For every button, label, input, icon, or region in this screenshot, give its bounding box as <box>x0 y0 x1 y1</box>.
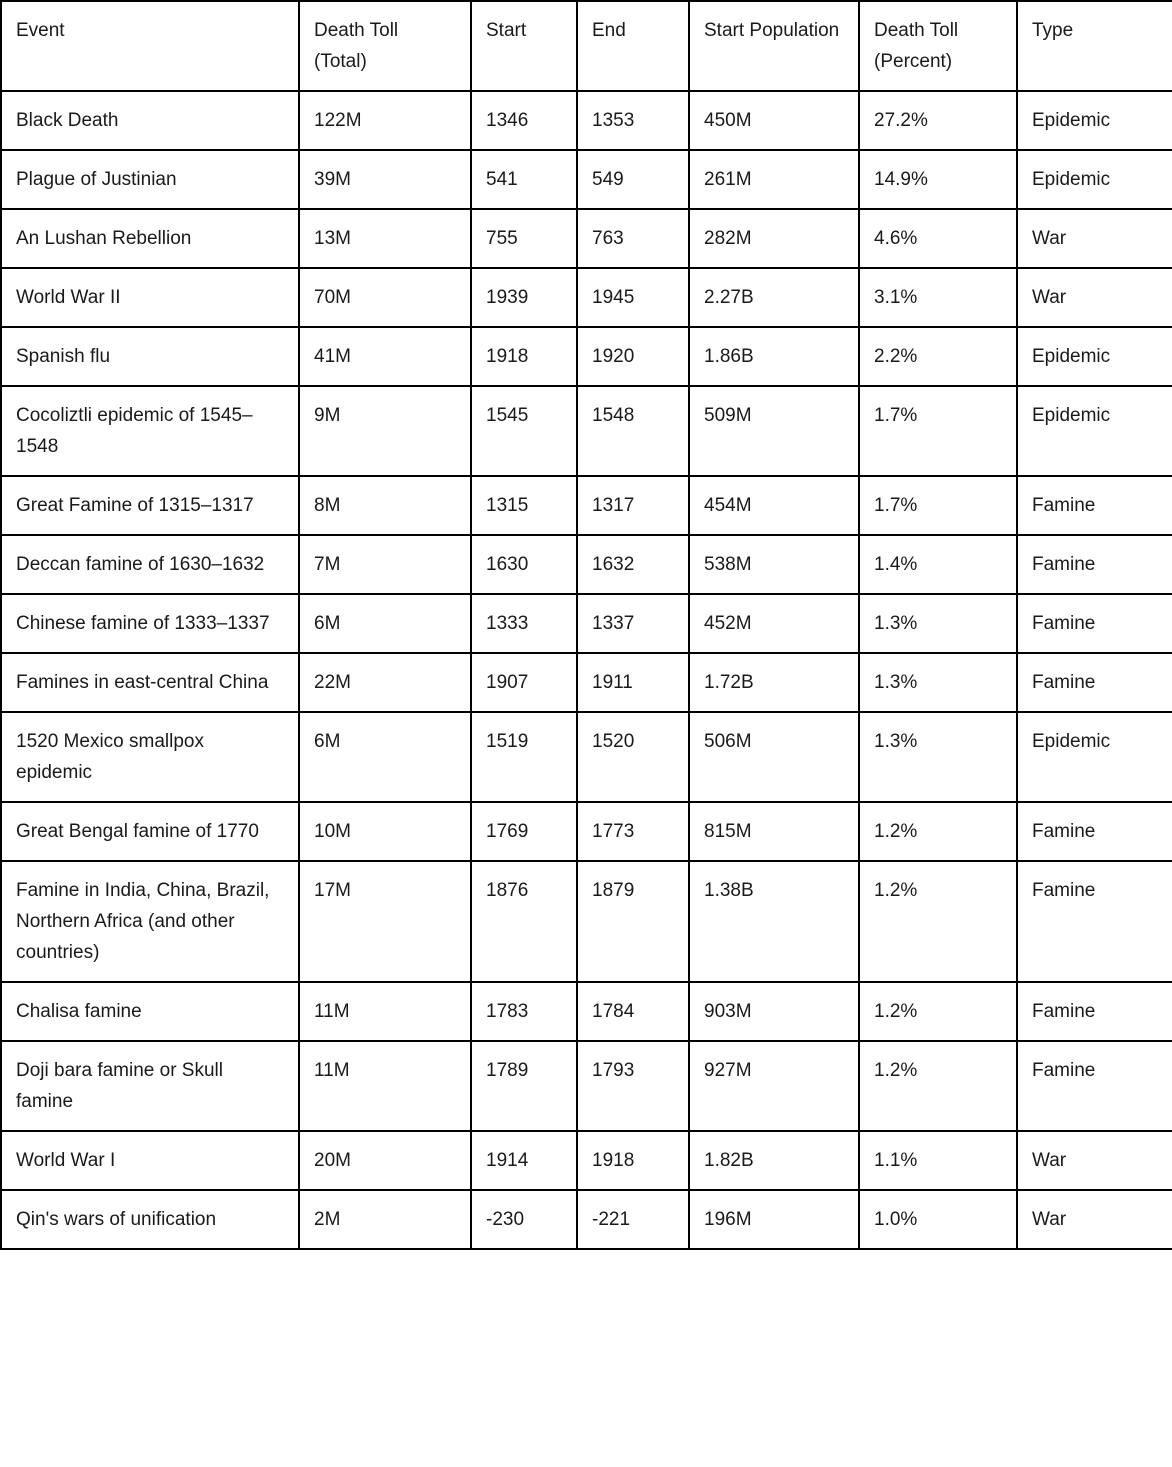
table-cell: 41M <box>299 327 471 386</box>
table-row <box>1 150 1172 209</box>
table-cell: 1.1% <box>859 1131 1017 1190</box>
table-cell: 1548 <box>577 386 689 476</box>
table-cell: 196M <box>689 1190 859 1249</box>
table-cell: 17M <box>299 861 471 982</box>
table-cell: 1353 <box>577 91 689 150</box>
table-row <box>1 209 1172 268</box>
table-cell: Epidemic <box>1017 712 1172 802</box>
table-cell: 20M <box>299 1131 471 1190</box>
table-cell: 1630 <box>471 535 577 594</box>
table-row <box>1 476 1172 535</box>
table-cell: 1876 <box>471 861 577 982</box>
column-header: Event <box>1 1 299 91</box>
column-header: End <box>577 1 689 91</box>
table-cell: War <box>1017 1190 1172 1249</box>
table-cell: Famine <box>1017 1041 1172 1131</box>
table-header <box>1 1 1172 91</box>
table-cell: 1769 <box>471 802 577 861</box>
column-header: Type <box>1017 1 1172 91</box>
table-cell: 1784 <box>577 982 689 1041</box>
table-cell: 1.4% <box>859 535 1017 594</box>
table-cell: 763 <box>577 209 689 268</box>
event-cell: Qin's wars of unification <box>1 1190 299 1249</box>
table-cell: 2.27B <box>689 268 859 327</box>
table-cell: 1773 <box>577 802 689 861</box>
table-cell: 1920 <box>577 327 689 386</box>
table-row <box>1 1131 1172 1190</box>
table-cell: 1945 <box>577 268 689 327</box>
event-cell: Doji bara famine or Skull famine <box>1 1041 299 1131</box>
column-header: Start <box>471 1 577 91</box>
table-cell: 1939 <box>471 268 577 327</box>
table-cell: 452M <box>689 594 859 653</box>
event-cell: Famines in east-central China <box>1 653 299 712</box>
table-cell: 1315 <box>471 476 577 535</box>
table-cell: 1.0% <box>859 1190 1017 1249</box>
table-cell: 1914 <box>471 1131 577 1190</box>
table-cell: 1.72B <box>689 653 859 712</box>
table-cell: 6M <box>299 712 471 802</box>
table-cell: 39M <box>299 150 471 209</box>
table-cell: Epidemic <box>1017 327 1172 386</box>
table-row <box>1 268 1172 327</box>
table-row <box>1 1190 1172 1249</box>
table-cell: 755 <box>471 209 577 268</box>
table-cell: 1.2% <box>859 982 1017 1041</box>
table-cell: 8M <box>299 476 471 535</box>
event-cell: Spanish flu <box>1 327 299 386</box>
table-cell: 1783 <box>471 982 577 1041</box>
table-cell: Famine <box>1017 535 1172 594</box>
table-cell: 1520 <box>577 712 689 802</box>
event-cell: Cocoliztli epidemic of 1545–1548 <box>1 386 299 476</box>
table-body <box>1 91 1172 1249</box>
table-cell: 1317 <box>577 476 689 535</box>
table-cell: Famine <box>1017 982 1172 1041</box>
event-cell: World War II <box>1 268 299 327</box>
event-cell: Deccan famine of 1630–1632 <box>1 535 299 594</box>
table-cell: 14.9% <box>859 150 1017 209</box>
table-cell: 1.82B <box>689 1131 859 1190</box>
table-cell: 1.3% <box>859 594 1017 653</box>
table-cell: 4.6% <box>859 209 1017 268</box>
table-cell: 541 <box>471 150 577 209</box>
table-cell: War <box>1017 209 1172 268</box>
table-cell: 1.38B <box>689 861 859 982</box>
column-header: Death Toll (Percent) <box>859 1 1017 91</box>
table-row <box>1 712 1172 802</box>
table-cell: 1879 <box>577 861 689 982</box>
table-cell: 450M <box>689 91 859 150</box>
table-cell: 1911 <box>577 653 689 712</box>
event-cell: An Lushan Rebellion <box>1 209 299 268</box>
event-cell: 1520 Mexico smallpox epidemic <box>1 712 299 802</box>
event-cell: Famine in India, China, Brazil, Northern Africa (and other countries) <box>1 861 299 982</box>
table-cell: 454M <box>689 476 859 535</box>
table-row <box>1 535 1172 594</box>
table-cell: 261M <box>689 150 859 209</box>
table-cell: 3.1% <box>859 268 1017 327</box>
table-cell: 1545 <box>471 386 577 476</box>
table-cell: 11M <box>299 1041 471 1131</box>
table-cell: Famine <box>1017 802 1172 861</box>
table-cell: 1.2% <box>859 861 1017 982</box>
table-cell: 927M <box>689 1041 859 1131</box>
table-cell: 549 <box>577 150 689 209</box>
table-cell: 1.7% <box>859 476 1017 535</box>
header-row <box>1 1 1172 91</box>
table-cell: 815M <box>689 802 859 861</box>
table-cell: 11M <box>299 982 471 1041</box>
table-cell: 903M <box>689 982 859 1041</box>
table-row <box>1 1041 1172 1131</box>
table-cell: 1.7% <box>859 386 1017 476</box>
table-cell: -230 <box>471 1190 577 1249</box>
table-cell: 22M <box>299 653 471 712</box>
table-cell: Famine <box>1017 594 1172 653</box>
table-cell: 27.2% <box>859 91 1017 150</box>
table-cell: Famine <box>1017 476 1172 535</box>
event-cell: Great Bengal famine of 1770 <box>1 802 299 861</box>
table-cell: Epidemic <box>1017 91 1172 150</box>
table-cell: 1519 <box>471 712 577 802</box>
table-cell: Famine <box>1017 653 1172 712</box>
table-cell: 1907 <box>471 653 577 712</box>
table-cell: Epidemic <box>1017 386 1172 476</box>
table-cell: 538M <box>689 535 859 594</box>
event-cell: Chinese famine of 1333–1337 <box>1 594 299 653</box>
table-row <box>1 386 1172 476</box>
table-cell: 2.2% <box>859 327 1017 386</box>
table-cell: War <box>1017 1131 1172 1190</box>
column-header: Start Population <box>689 1 859 91</box>
table-cell: 13M <box>299 209 471 268</box>
table-row <box>1 653 1172 712</box>
table-cell: 70M <box>299 268 471 327</box>
table-cell: 6M <box>299 594 471 653</box>
table-row <box>1 594 1172 653</box>
table-cell: 1789 <box>471 1041 577 1131</box>
event-cell: Great Famine of 1315–1317 <box>1 476 299 535</box>
table-cell: 10M <box>299 802 471 861</box>
table-cell: 509M <box>689 386 859 476</box>
table-cell: 1793 <box>577 1041 689 1131</box>
table-row <box>1 982 1172 1041</box>
table-cell: 1.2% <box>859 1041 1017 1131</box>
table-cell: 7M <box>299 535 471 594</box>
column-header: Death Toll (Total) <box>299 1 471 91</box>
table-cell: 1918 <box>471 327 577 386</box>
table-cell: 1.2% <box>859 802 1017 861</box>
table-cell: 9M <box>299 386 471 476</box>
event-cell: Chalisa famine <box>1 982 299 1041</box>
table-cell: 2M <box>299 1190 471 1249</box>
table-cell: War <box>1017 268 1172 327</box>
table-cell: 1632 <box>577 535 689 594</box>
table-cell: 506M <box>689 712 859 802</box>
event-cell: Plague of Justinian <box>1 150 299 209</box>
table-cell: Epidemic <box>1017 150 1172 209</box>
table-cell: -221 <box>577 1190 689 1249</box>
table-row <box>1 91 1172 150</box>
event-cell: World War I <box>1 1131 299 1190</box>
table-cell: 1.3% <box>859 712 1017 802</box>
table-cell: 1333 <box>471 594 577 653</box>
event-cell: Black Death <box>1 91 299 150</box>
table-row <box>1 861 1172 982</box>
table-cell: 1.3% <box>859 653 1017 712</box>
table-cell: 1918 <box>577 1131 689 1190</box>
table-cell: 282M <box>689 209 859 268</box>
table-cell: 1.86B <box>689 327 859 386</box>
table-cell: 1346 <box>471 91 577 150</box>
table-row <box>1 327 1172 386</box>
table-row <box>1 802 1172 861</box>
table-cell: Famine <box>1017 861 1172 982</box>
table-cell: 122M <box>299 91 471 150</box>
table-cell: 1337 <box>577 594 689 653</box>
